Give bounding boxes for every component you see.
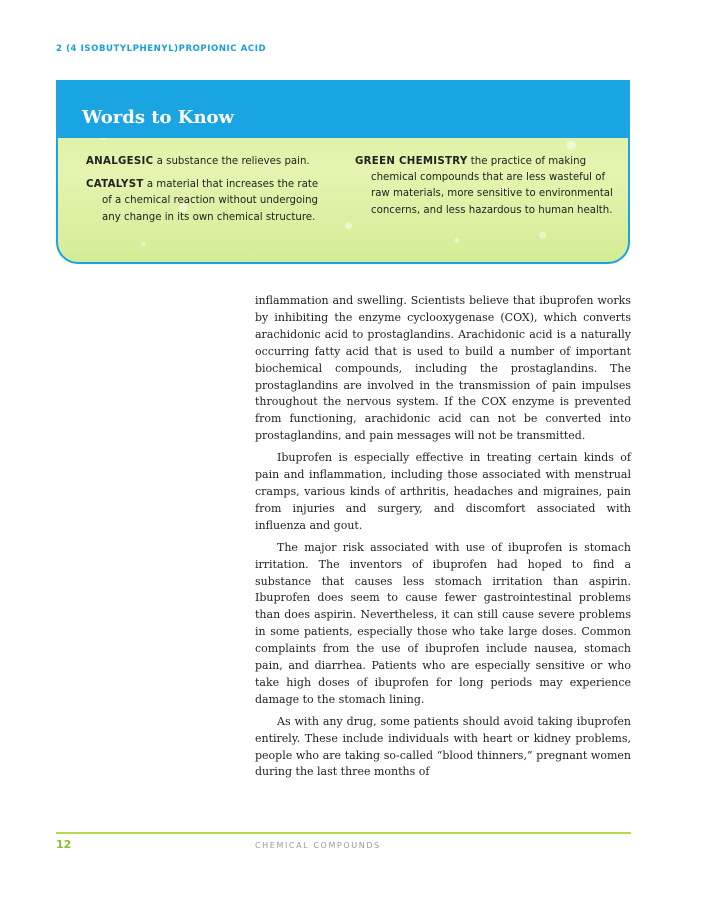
- glossary-definition: a material that increases the rate of a chemical reaction without undergoing any change in its own chemical structure.: [102, 179, 319, 223]
- glossary-term: [355, 154, 615, 219]
- body-paragraph: As with any drug, some patients should avoid taking ibuprofen entirely. These include individuals with heart or kidney problems, people who are taking so-called “blood thinners,” pregnant women during the last three months of: [255, 714, 631, 779]
- words-to-know-header: [58, 82, 628, 138]
- body-paragraph: inflammation and swelling. Scientists believe that ibuprofen works by inhibiting the enzyme cyclooxygenase (COX), which converts arachidonic acid to prostaglandins. Arachidonic acid is a naturally occurring fatty acid that is used to build a number of important biochemical compounds, including the prostaglandins. The prostaglandins are involved in the transmission of pain impulses throughout the nervous system. If the COX enzyme is prevented from functioning, arachidonic acid can not be converted into prostaglandins, and pain messages will not be transmitted.: [255, 294, 631, 443]
- glossary-definition: a substance the relieves pain.: [153, 156, 310, 167]
- glossary-term: [86, 177, 326, 226]
- page-number: 12: [56, 838, 72, 851]
- footer-rule: [56, 832, 631, 834]
- running-head: 2 (4 ISOBUTYLPHENYL)PROPIONIC ACID: [56, 44, 267, 54]
- glossary-word: ANALGESIC: [86, 156, 154, 167]
- body-paragraph: Ibuprofen is especially effective in treating certain kinds of pain and inflammation, including those associated with menstrual cramps, various kinds of arthritis, headaches and migraines, pain from injuries and surgery, and discomfort associated with influenza and gout.: [255, 451, 631, 532]
- glossary-term: [86, 154, 326, 170]
- glossary-definition: the practice of making chemical compounds that are less wasteful of raw materials, more sensitive to environmental concerns, and less hazardous to human health.: [371, 156, 613, 216]
- words-to-know-body: [58, 138, 628, 264]
- body-text: [255, 293, 631, 786]
- words-to-know-box: [56, 80, 630, 264]
- glossary-column-right: [355, 154, 615, 226]
- words-to-know-title: Words to Know: [82, 107, 235, 128]
- glossary-word: GREEN CHEMISTRY: [355, 156, 468, 167]
- body-paragraph: The major risk associated with use of ibuprofen is stomach irritation. The inventors of ibuprofen had hoped to find a substance that causes less stomach irritation than aspirin. Ibuprofen does seem to cause fewer gastrointestinal problems than does aspirin. Nevertheless, it can still cause severe problems in some patients, especially those who take large doses. Common complaints from the use of ibuprofen include nausea, stomach pain, and diarrhea. Patients who are especially sensitive or who take high doses of ibuprofen for long periods may experience damage to the stomach lining.: [255, 540, 631, 706]
- glossary-column-left: [86, 154, 326, 233]
- glossary-word: CATALYST: [86, 179, 144, 191]
- footer-book-title: CHEMICAL COMPOUNDS: [255, 841, 381, 850]
